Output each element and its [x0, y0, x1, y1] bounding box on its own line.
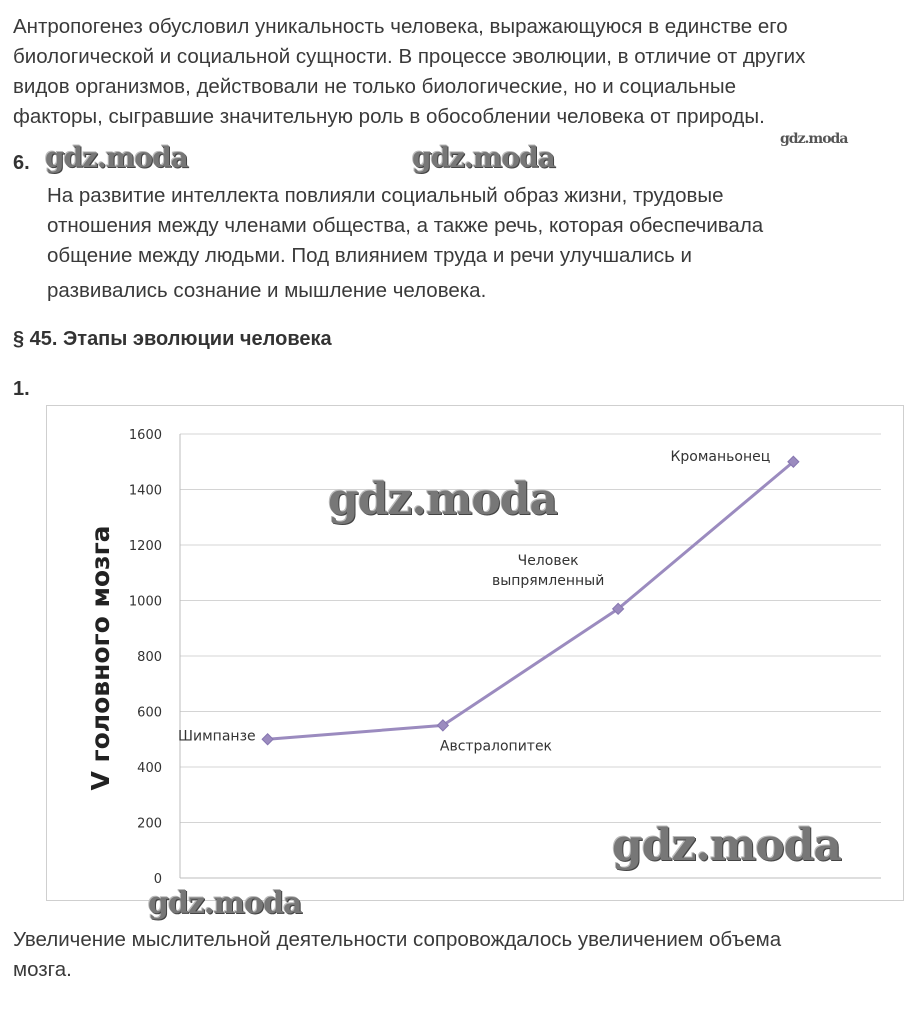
intro-line: биологической и социальной сущности. В процессе эволюции, в отличие от других [13, 45, 806, 68]
y-tick-label: 400 [137, 761, 162, 776]
data-point-label: Кроманьонец [670, 448, 771, 465]
answer-line: общение между людьми. Под влиянием труда и речи улучшались и [47, 244, 692, 267]
watermark: gdz.moda [780, 131, 848, 147]
intro-line: факторы, сыгравшие значительную роль в обособлении человека от природы. [13, 105, 765, 128]
answer-line: На развитие интеллекта повлияли социальный образ жизни, трудовые [47, 184, 724, 207]
y-tick-label: 600 [137, 705, 162, 721]
data-point-marker [262, 734, 273, 745]
label-line: Человек [517, 552, 579, 569]
y-tick-label: 1000 [128, 594, 162, 610]
conclusion-line: Увеличение мыслительной деятельности сопровождалось увеличением объема [13, 928, 782, 951]
watermark: gdz.moda [412, 141, 555, 174]
section-title: § 45. Этапы эволюции человека [13, 328, 332, 350]
y-axis-ticks [129, 428, 162, 887]
y-tick-label: 200 [137, 816, 162, 832]
y-tick-label: 800 [137, 650, 162, 665]
conclusion-paragraph [13, 925, 781, 985]
watermark: gdz.moda [612, 820, 842, 871]
intro-paragraph [13, 12, 805, 132]
answer-line: развивались сознание и мышление человека. [47, 279, 487, 302]
y-axis-label: V головного мозга [86, 525, 115, 791]
watermark: gdz.moda [148, 886, 302, 921]
data-point-label: Австралопитек [439, 738, 553, 755]
intro-line: видов организмов, действовали не только биологические, но и социальные [13, 75, 736, 98]
y-tick-label: 1200 [128, 539, 162, 554]
intro-line: Антропогенез обусловил уникальность человека, выражающуюся в единстве его [13, 15, 788, 38]
label-line: выпрямленный [491, 572, 605, 589]
data-point-label: Шимпанзе [178, 728, 256, 745]
y-tick-label: 1600 [128, 428, 162, 443]
question-6-answer [47, 181, 763, 306]
question-6-number: 6. [13, 152, 30, 174]
question-1-number: 1. [13, 378, 30, 400]
y-tick-label: 0 [153, 872, 162, 887]
data-point-label [492, 553, 604, 589]
y-tick-label: 1400 [128, 483, 162, 499]
answer-line: отношения между членами общества, а также речь, которая обеспечивала [47, 214, 764, 237]
watermark: gdz.moda [328, 474, 558, 525]
watermark: gdz.moda [45, 141, 188, 174]
conclusion-line: мозга. [13, 958, 72, 981]
